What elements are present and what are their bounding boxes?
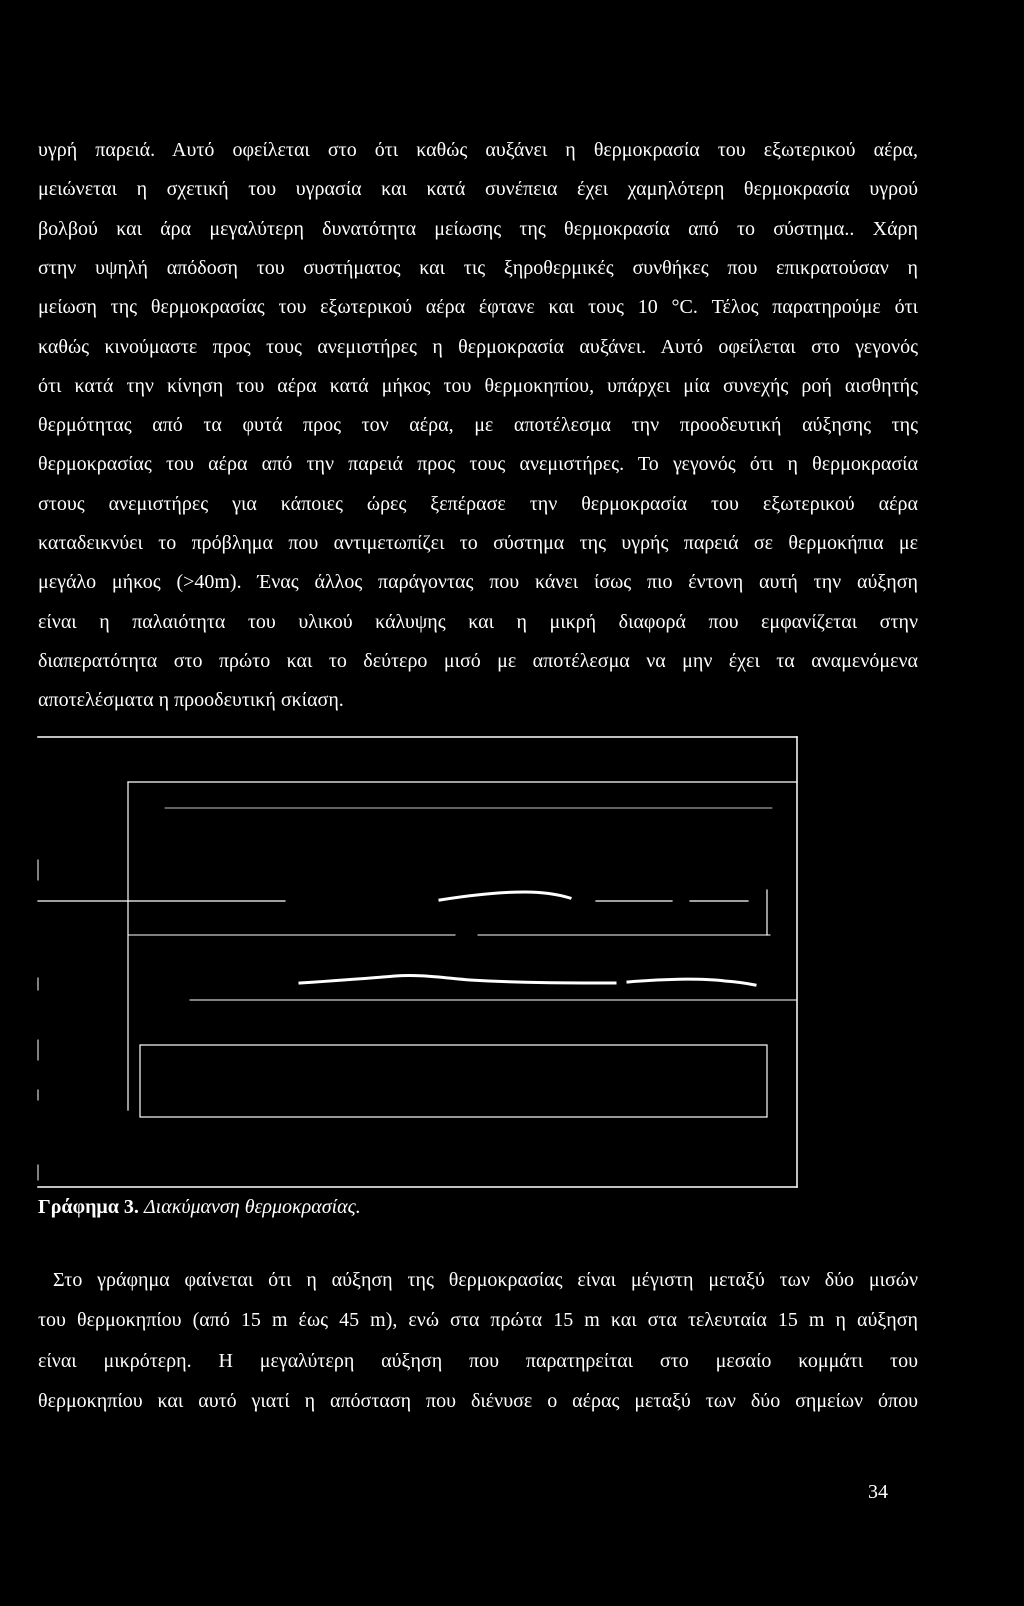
figure-caption-title: Διακύμανση θερμοκρασίας. (143, 1196, 361, 1218)
paragraph-2-line: είναι μικρότερη. Η μεγαλύτερη αύξηση που παρατηρείται στο μεσαίο κομμάτι του (38, 1350, 918, 1372)
paragraph-1-line: βολβού και άρα μεγαλύτερη δυνατότητα μείωσης της θερμοκρασία από το σύστημα.. Χάρη (38, 218, 918, 240)
paragraph-1-line: στην υψηλή απόδοση του συστήματος και τις ξηροθερμικές συνθήκες που επικρατούσαν η (38, 257, 918, 279)
paragraph-1-line: αποτελέσματα η προοδευτική σκίαση. (38, 689, 344, 711)
paragraph-1-line: θερμοκρασίας του αέρα από την παρειά προς τους ανεμιστήρες. Το γεγονός ότι η θερμοκρασία (38, 453, 918, 475)
paragraph-1-line: θερμότητας από τα φυτά προς τον αέρα, με αποτέλεσμα την προοδευτική αύξησης της (38, 414, 918, 436)
series-line-thick (300, 975, 615, 983)
paragraph-1-line: μείωση της θερμοκρασίας του εξωτερικού αέρα έφτανε και τους 10 °C. Τέλος παρατηρούμε ότι (38, 296, 918, 318)
paragraph-2-line: θερμοκηπίου και αυτό γιατί η απόσταση που διένυσε ο αέρας μεταξύ των δύο σημείων όπου (38, 1390, 918, 1412)
paragraph-1-line: στους ανεμιστήρες για κάποιες ώρες ξεπέρασε την θερμοκρασία του εξωτερικού αέρα (38, 493, 918, 515)
paragraph-1-line: διαπερατότητα στο πρώτο και το δεύτερο μισό με αποτέλεσμα να μην έχει τα αναμενόμενα (38, 650, 918, 672)
series-line-curve (440, 892, 570, 900)
legend-box (140, 1045, 767, 1117)
paragraph-1-line: καθώς κινούμαστε προς τους ανεμιστήρες η θερμοκρασία αυξάνει. Αυτό οφείλεται στο γεγονός (38, 336, 918, 358)
paragraph-1-line: είναι η παλαιότητα του υλικού κάλυψης και η μικρή διαφορά που εμφανίζεται στην (38, 611, 918, 633)
figure-caption (38, 1195, 361, 1219)
figure-caption-label: Γράφημα 3. (38, 1196, 139, 1218)
paragraph-1-line: μεγάλο μήκος (>40m). Ένας άλλος παράγοντας που κάνει ίσως πιο έντονη αυτή την αύξηση (38, 571, 918, 593)
temperature-chart-figure (0, 720, 820, 1200)
paragraph-1-line: καταδεικνύει το πρόβλημα που αντιμετωπίζει το σύστημα της υγρής παρειά σε θερμοκήπια με (38, 532, 918, 554)
page-number: 34 (868, 1481, 888, 1503)
paragraph-1-line: ότι κατά την κίνηση του αέρα κατά μήκος του θερμοκηπίου, υπάρχει μία συνεχής ροή αισθητής (38, 375, 918, 397)
paragraph-2-line: του θερμοκηπίου (από 15 m έως 45 m), ενώ στα πρώτα 15 m και στα τελευταία 15 m η αύξηση (38, 1309, 918, 1331)
paragraph-1-line: υγρή παρειά. Αυτό οφείλεται στο ότι καθώς αυξάνει η θερμοκρασία του εξωτερικού αέρα, (38, 139, 918, 161)
paragraph-1-line: μειώνεται η σχετική του υγρασία και κατά συνέπεια έχει χαμηλότερη θερμοκρασία υγρού (38, 178, 918, 200)
series-line-thick (628, 979, 755, 985)
paragraph-2-line: Στο γράφημα φαίνεται ότι η αύξηση της θερμοκρασίας είναι μέγιστη μεταξύ των δύο μισών (53, 1269, 918, 1291)
